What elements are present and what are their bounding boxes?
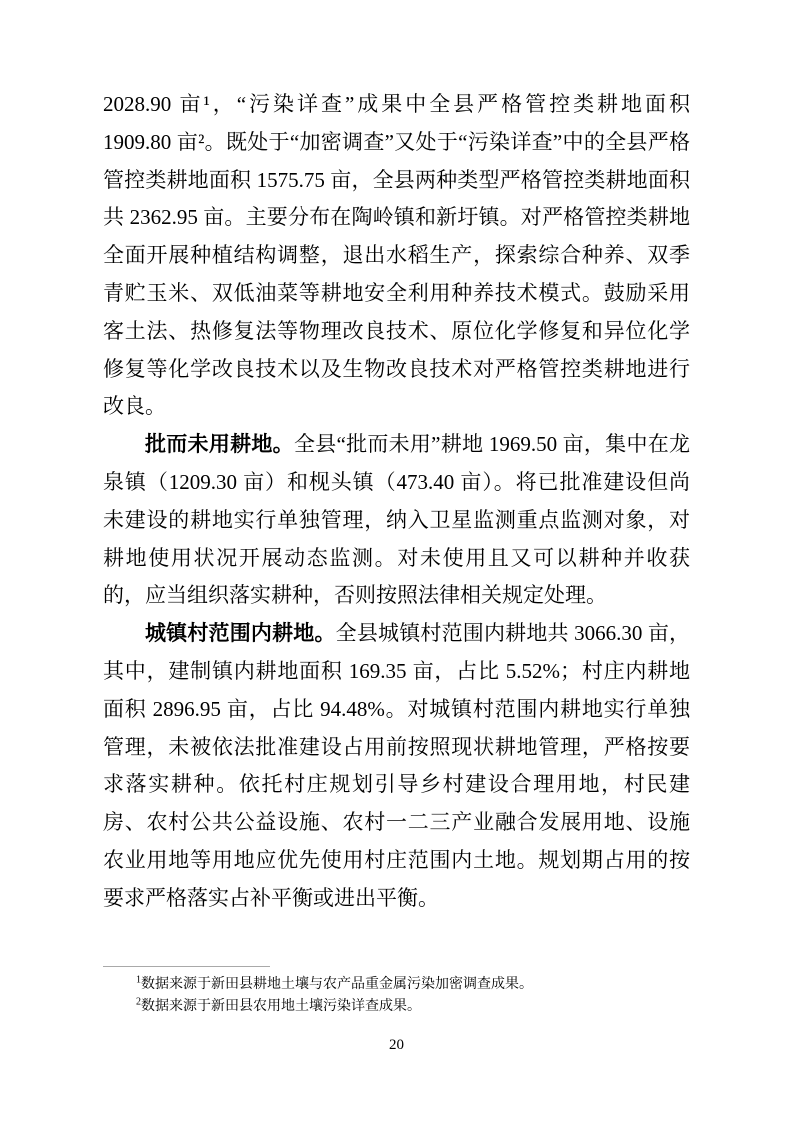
paragraph [103,615,690,917]
footnote [103,996,690,1018]
paragraph-text: 全县城镇村范围内耕地共 3066.30 亩，其中，建制镇内耕地面积 169.35 亩，占比 5.52%；村庄内耕地面积 2896.95 亩，占比 94.48%。对城镇村范围内耕地实行单独管理，未被依法批准建设占用前按照现状耕地管理，严格按要求落实耕种。依托村庄规划引导乡村建设合理用地，村民建房、农村公共公益设施、农村一二三产业融合发展用地、设施农业用地等用地应优先使用村庄范围内土地。规划期占用的按要求严格落实占补平衡或进出平衡。 [103,621,691,910]
footnote-marker: 1 [136,974,141,986]
paragraph-text: 全县“批而未用”耕地 1969.50 亩，集中在龙泉镇（1209.30 亩）和枧头镇（473.40 亩）。将已批准建设但尚未建设的耕地实行单独管理，纳入卫星监测重点监测对象，对耕地使用状况开展动态监测。对未使用且又可以耕种并收获的，应当组织落实耕种，否则按照法律相关规定处理。 [103,432,691,608]
page-number: 20 [389,1037,404,1053]
footnote-marker: 2 [136,996,141,1008]
footnote-separator [103,966,270,967]
footnote-text: 数据来源于新田县农用地土壤污染详查成果。 [141,999,421,1014]
footnote-area [103,966,690,1018]
body-text [103,86,690,918]
paragraph-lead: 批而未用耕地。 [145,432,294,457]
footnote-text: 数据来源于新田县耕地土壤与农产品重金属污染加密调查成果。 [141,977,533,992]
paragraph [103,86,690,426]
paragraph-text: 2028.90 亩¹，“污染详查”成果中全县严格管控类耕地面积 1909.80 亩²。既处于“加密调查”又处于“污染详查”中的全县严格管控类耕地面积 1575.75 亩，全县两种类型严格管控类耕地面积共 2362.95 亩。主要分布在陶岭镇和新圩镇。对严格管控类耕地全面开展种植结构调整，退出水稻生产，探索综合种养、双季青贮玉米、双低油菜等耕地安全利用种养技术模式。鼓励采用客土法、热修复法等物理改良技术、原位化学修复和异位化学修复等化学改良技术以及生物改良技术对严格管控类耕地进行改良。 [103,92,690,419]
paragraph [103,426,690,615]
footnote [103,974,690,996]
paragraph-lead: 城镇村范围内耕地。 [145,621,336,646]
